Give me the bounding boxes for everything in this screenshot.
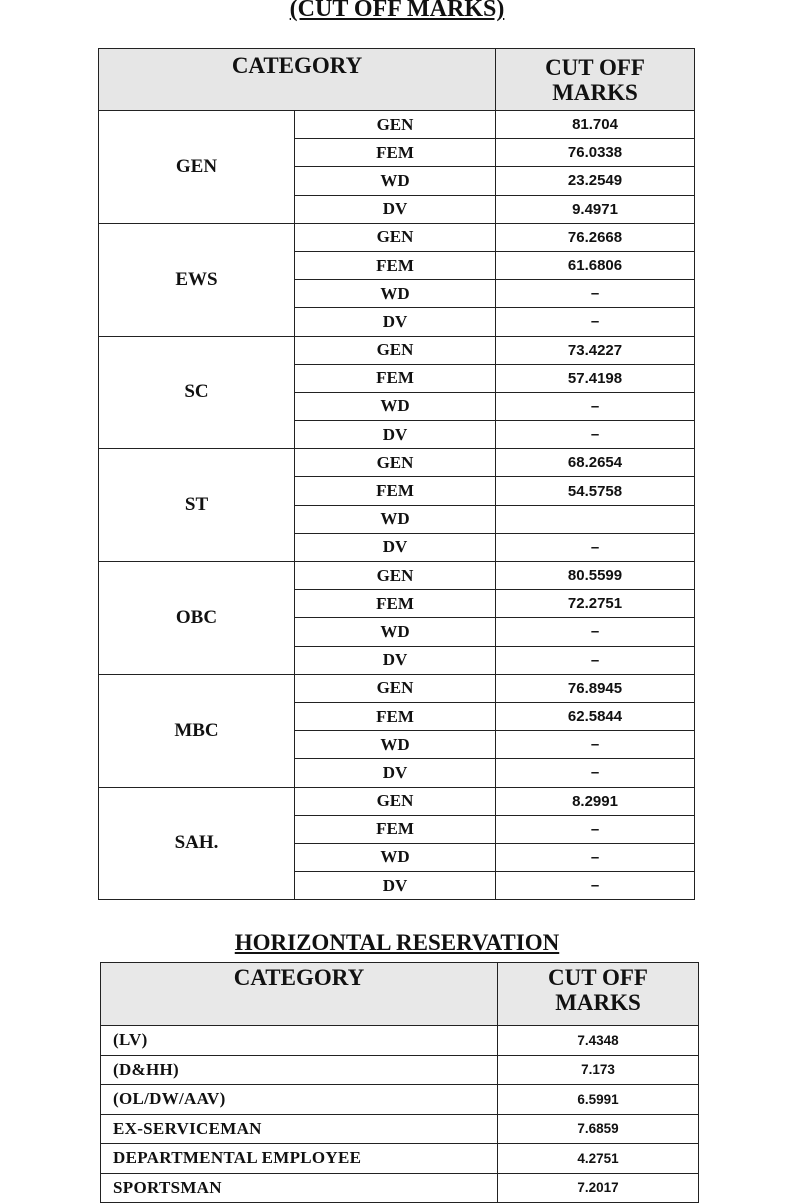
cutoff-value: 76.0338	[496, 139, 695, 167]
subcategory-label: WD	[295, 843, 496, 871]
table-row	[101, 1144, 699, 1174]
table-row	[101, 1085, 699, 1115]
cutoff-value: –	[496, 421, 695, 449]
subcategory-label: GEN	[295, 336, 496, 364]
horizontal-reservation-title: HORIZONTAL RESERVATION	[234, 930, 560, 955]
cutoff-value: 62.5844	[496, 702, 695, 730]
cutoff-value: –	[496, 646, 695, 674]
table-row	[99, 674, 695, 702]
subcategory-label: FEM	[295, 364, 496, 392]
cutoff-value: 9.4971	[496, 195, 695, 223]
subcategory-label: FEM	[295, 477, 496, 505]
cutoff-value: 57.4198	[496, 364, 695, 392]
category-group-label: SAH.	[99, 787, 295, 900]
reservation-category-label: (D&HH)	[101, 1055, 498, 1085]
cutoff-value: 68.2654	[496, 449, 695, 477]
cutoff-value: –	[496, 815, 695, 843]
cutoff-value: 80.5599	[496, 562, 695, 590]
header-cutoff-marks: CUT OFF MARKS	[498, 963, 699, 1026]
subcategory-label: FEM	[295, 139, 496, 167]
cutoff-value: 54.5758	[496, 477, 695, 505]
subcategory-label: GEN	[295, 111, 496, 139]
table-row	[99, 223, 695, 251]
cutoff-value: 7.2017	[498, 1173, 699, 1203]
cutoff-value: –	[496, 308, 695, 336]
subcategory-label: DV	[295, 308, 496, 336]
cutoff-value: 7.6859	[498, 1114, 699, 1144]
subcategory-label: DV	[295, 759, 496, 787]
table-header-row	[101, 963, 699, 1026]
header-category: CATEGORY	[101, 963, 498, 1026]
subcategory-label: GEN	[295, 674, 496, 702]
subcategory-label: FEM	[295, 590, 496, 618]
cutoff-value: 81.704	[496, 111, 695, 139]
cutoff-value: –	[496, 843, 695, 871]
subcategory-label: FEM	[295, 251, 496, 279]
cutoff-value: 76.8945	[496, 674, 695, 702]
table-row	[99, 111, 695, 139]
subcategory-label: DV	[295, 421, 496, 449]
reservation-category-label: (LV)	[101, 1026, 498, 1056]
category-group-label: MBC	[99, 674, 295, 787]
cutoff-value: 76.2668	[496, 223, 695, 251]
subcategory-label: WD	[295, 618, 496, 646]
subcategory-label: WD	[295, 505, 496, 533]
cutoff-value: 23.2549	[496, 167, 695, 195]
cutoff-value: –	[496, 280, 695, 308]
reservation-category-label: (OL/DW/AAV)	[101, 1085, 498, 1115]
cutoff-value: 72.2751	[496, 590, 695, 618]
subcategory-label: DV	[295, 872, 496, 900]
category-group-label: ST	[99, 449, 295, 562]
cutoff-value: –	[496, 533, 695, 561]
page-title: (CUT OFF MARKS)	[289, 0, 505, 22]
cutoff-value: 6.5991	[498, 1085, 699, 1115]
table-row	[101, 1055, 699, 1085]
subcategory-label: GEN	[295, 787, 496, 815]
category-group-label: EWS	[99, 223, 295, 336]
subcategory-label: GEN	[295, 449, 496, 477]
subcategory-label: GEN	[295, 223, 496, 251]
cutoff-value	[496, 505, 695, 533]
table-row	[99, 336, 695, 364]
subcategory-label: FEM	[295, 702, 496, 730]
subcategory-label: WD	[295, 392, 496, 420]
table-row	[101, 1114, 699, 1144]
table-row	[99, 787, 695, 815]
subcategory-label: WD	[295, 167, 496, 195]
cutoff-value: –	[496, 872, 695, 900]
subcategory-label: GEN	[295, 562, 496, 590]
cutoff-value: 73.4227	[496, 336, 695, 364]
reservation-category-label: EX-SERVICEMAN	[101, 1114, 498, 1144]
subcategory-label: DV	[295, 195, 496, 223]
cutoff-value: 4.2751	[498, 1144, 699, 1174]
category-group-label: SC	[99, 336, 295, 449]
reservation-category-label: DEPARTMENTAL EMPLOYEE	[101, 1144, 498, 1174]
cutoff-value: –	[496, 392, 695, 420]
reservation-category-label: SPORTSMAN	[101, 1173, 498, 1203]
category-group-label: GEN	[99, 111, 295, 224]
subcategory-label: FEM	[295, 815, 496, 843]
cutoff-value: –	[496, 759, 695, 787]
cutoff-value: 7.4348	[498, 1026, 699, 1056]
subcategory-label: DV	[295, 533, 496, 561]
header-cutoff-marks: CUT OFF MARKS	[496, 49, 695, 111]
cutoff-value: 7.173	[498, 1055, 699, 1085]
table-row	[99, 449, 695, 477]
cutoff-value: –	[496, 731, 695, 759]
table-row	[101, 1026, 699, 1056]
subcategory-label: WD	[295, 731, 496, 759]
cutoff-value: 8.2991	[496, 787, 695, 815]
table-row	[101, 1173, 699, 1203]
table-row	[99, 562, 695, 590]
cutoff-value: –	[496, 618, 695, 646]
subcategory-label: DV	[295, 646, 496, 674]
table-header-row	[99, 49, 695, 111]
header-category: CATEGORY	[99, 49, 496, 111]
horizontal-reservation-table	[100, 962, 699, 1203]
cutoff-marks-table	[98, 48, 695, 900]
subcategory-label: WD	[295, 280, 496, 308]
category-group-label: OBC	[99, 562, 295, 675]
cutoff-value: 61.6806	[496, 251, 695, 279]
